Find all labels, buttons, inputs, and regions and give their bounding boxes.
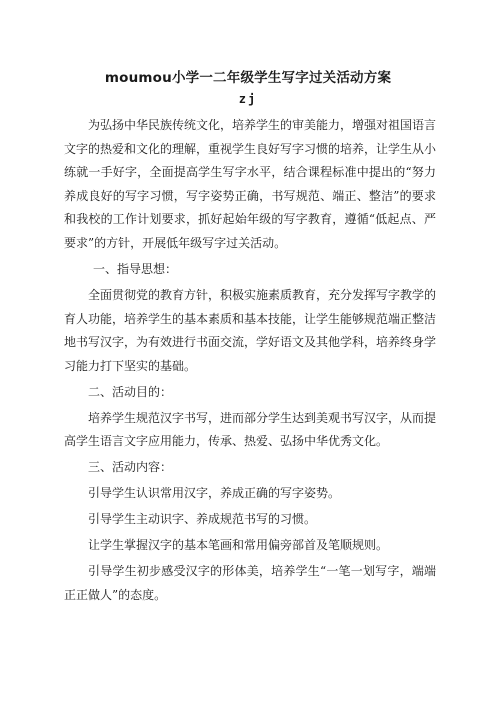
- activity-purpose-paragraph: 培养学生规范汉字书写，进而部分学生达到美观书写汉字，从而提高学生语言文字应用能力，传承、热爱、弘扬中华优秀文化。: [64, 410, 437, 449]
- document-title: moumou小学一二年级学生写字过关活动方案: [104, 70, 392, 86]
- section-heading-activity-purpose: 二、活动目的：: [88, 384, 173, 399]
- section-heading-guiding-ideology: 一、指导思想：: [93, 261, 178, 276]
- content-item-4: 引导学生初步感受汉字的形体美，培养学生“一笔一划写字，端端正正做人”的态度。: [64, 564, 436, 602]
- content-item-1: 引导学生认识常用汉字，养成正确的写字姿势。: [88, 486, 341, 501]
- section-heading-activity-content: 三、活动内容：: [88, 460, 173, 475]
- intro-paragraph: 为弘扬中华民族传统文化，培养学生的审美能力，增强对祖国语言文字的热爱和文化的理解，重视学生良好写字习惯的培养，让学生从小练就一手好字，全面提高学生写字水平，结合课程标准中提出的“努力养成良好的写字习惯，写字姿势正确，书写规范、端正、整洁”的要求和我校的工作计划要求，抓好起始年级的写字教育，遵循“低起点、严要求”的方针，开展低年级写字过关活动。: [64, 118, 437, 250]
- content-item-2: 引导学生主动识字、养成规范书写的习惯。: [88, 512, 317, 527]
- document-body: [64, 114, 436, 610]
- document-author: zj: [238, 92, 258, 106]
- content-item-3: 让学生掌握汉字的基本笔画和常用偏旁部首及笔顺规则。: [88, 538, 389, 553]
- guiding-ideology-paragraph: 全面贯彻党的教育方针，积极实施素质教育，充分发挥写字教学的育人功能，培养学生的基本素质和基本技能，让学生能够规范端正整洁地书写汉字，为有效进行书面交流，学好语文及其他学科，培养终身学习能力打下坚实的基础。: [64, 287, 437, 373]
